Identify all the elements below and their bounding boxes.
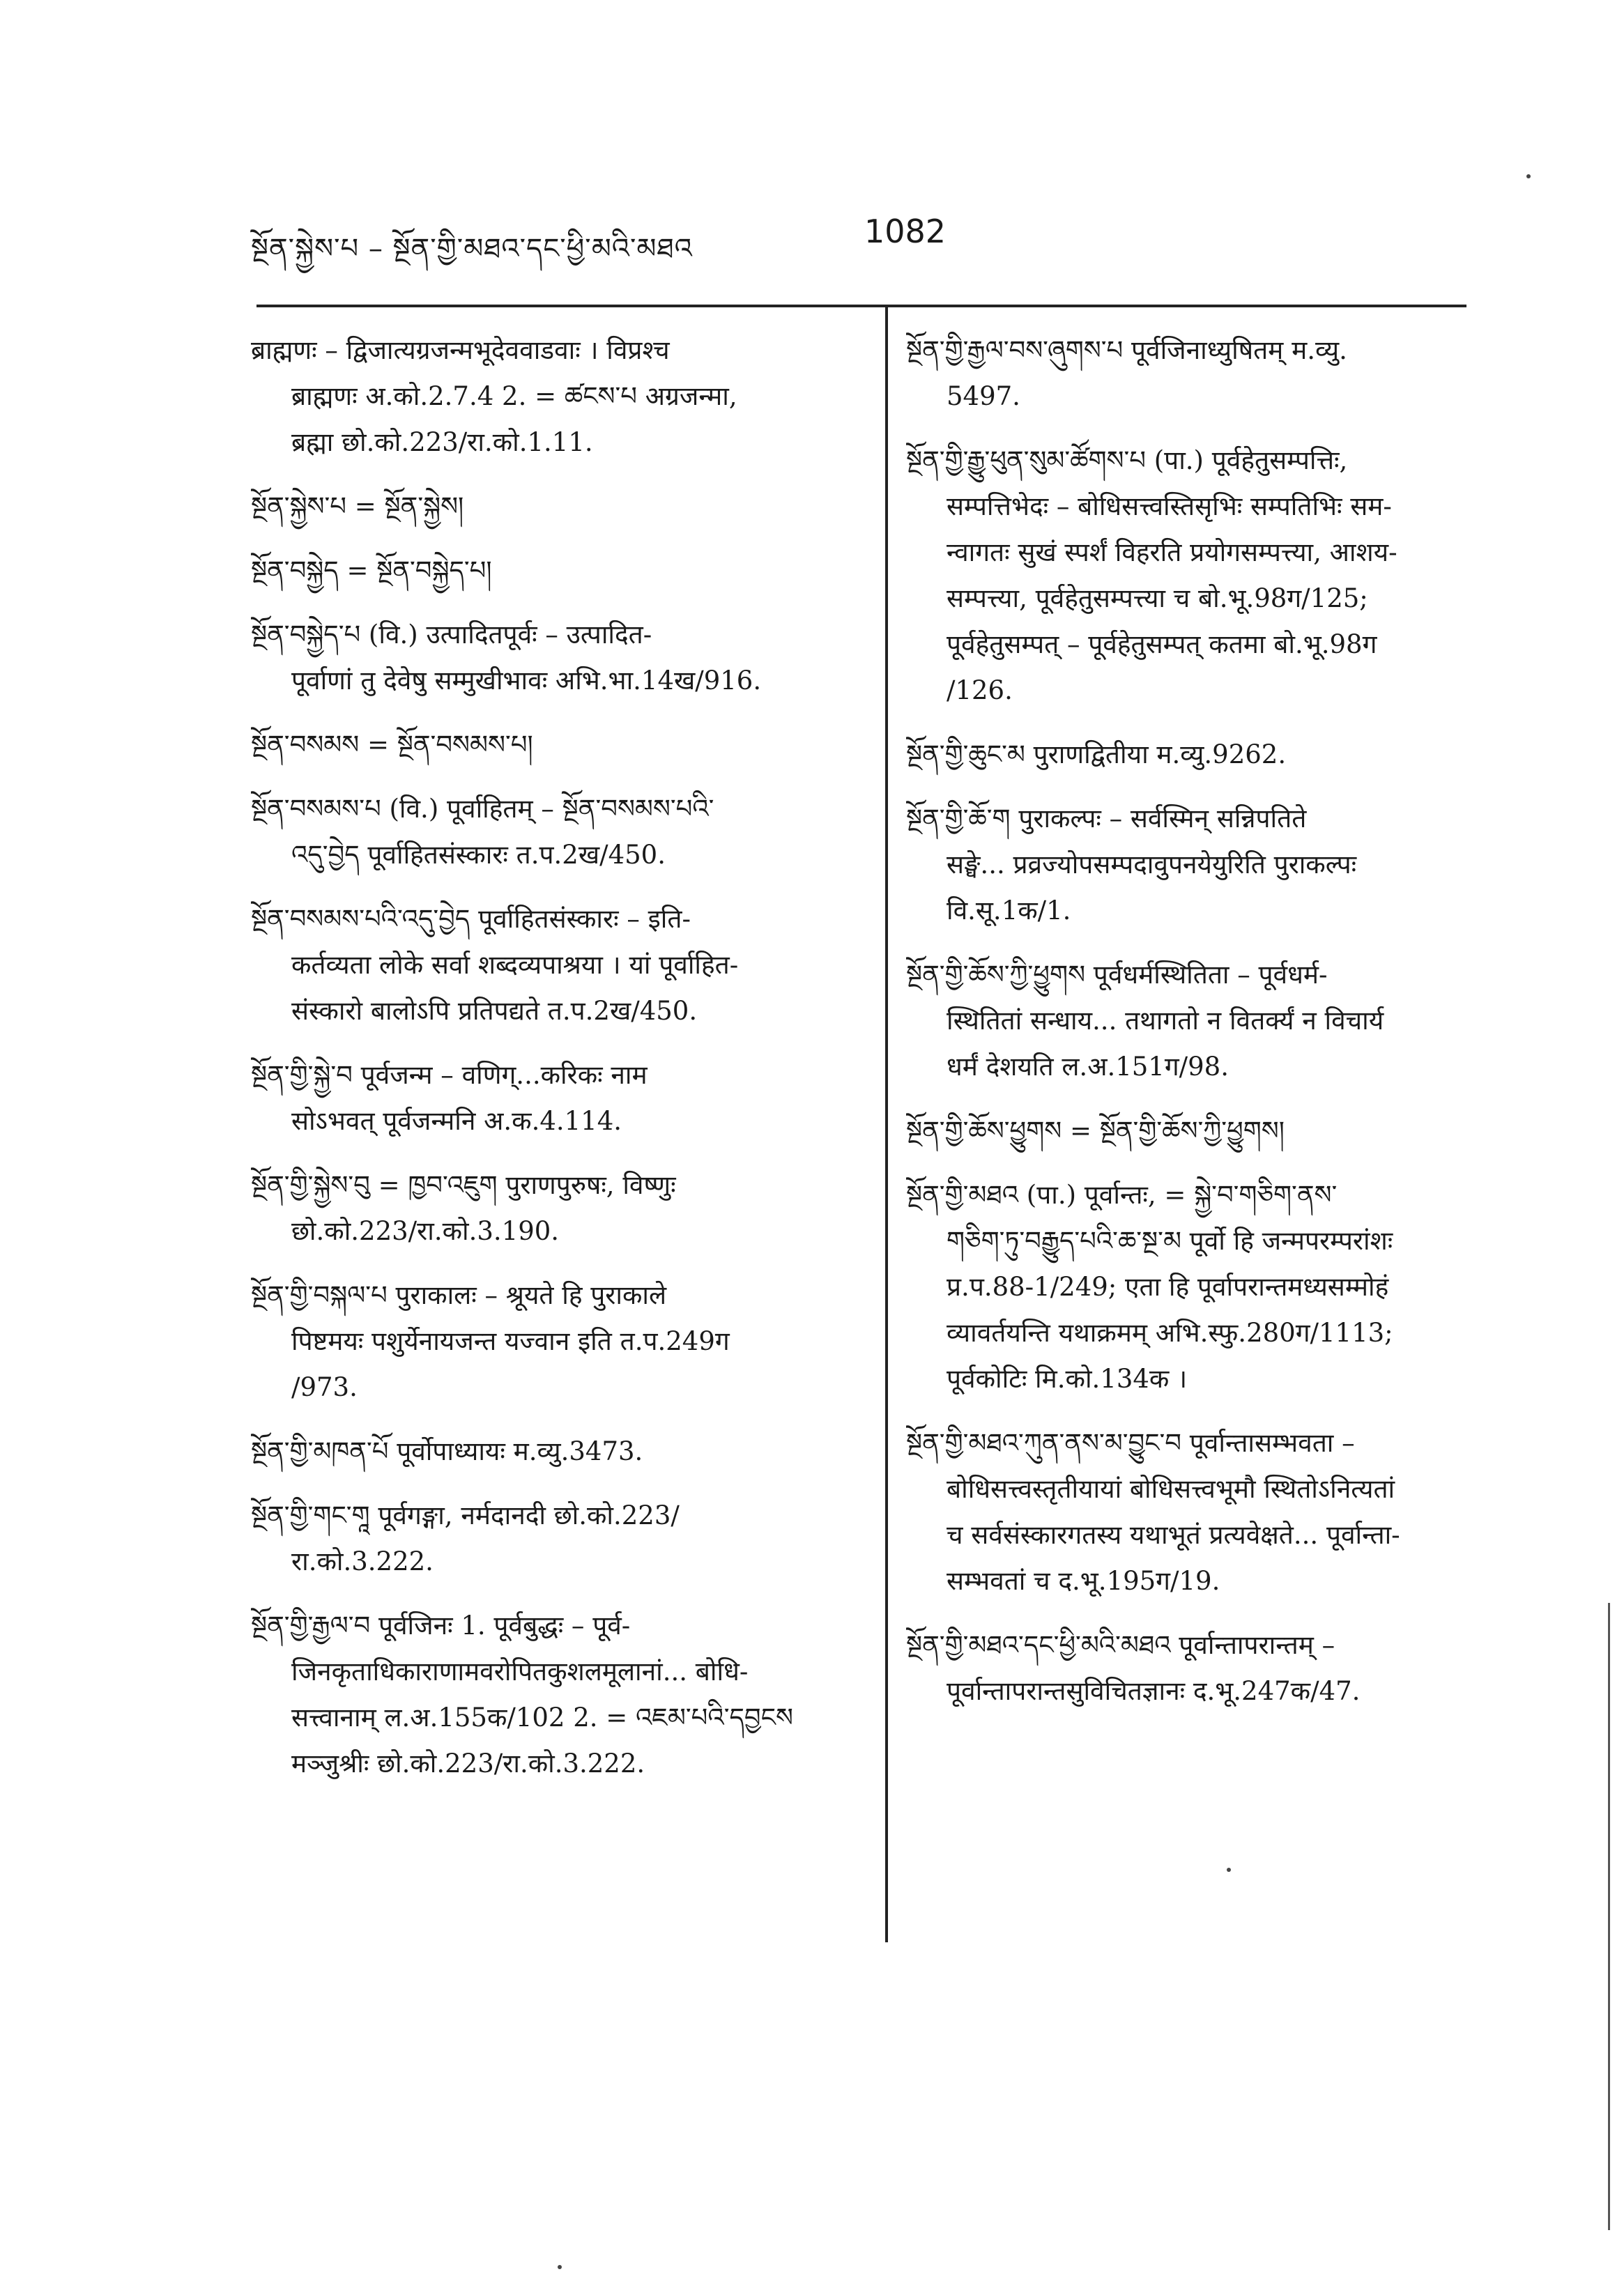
entry-headword-line: སྔོན་གྱི་མཐའ (पा.) पूर्वान्तः, = སྐྱེ་བ་གཅིག་ནས་ — [906, 1180, 1338, 1210]
entry-continuation-line: सम्पत्त्या, पूर्वहेतुसम्पत्त्या च बो.भू.98ग/125; — [947, 583, 1368, 613]
scan-speck — [1526, 174, 1531, 178]
dictionary-entry — [251, 786, 864, 878]
entry-continuation-line: छो.को.223/रा.को.3.190. — [291, 1216, 560, 1246]
entry-headword-line: སྔོན་གྱི་ཆོས་ཀྱི་ཕྱུགས पूर्वधर्मस्थितिता – पूर्वधर्म- — [906, 960, 1328, 990]
header-rule — [256, 305, 1466, 307]
dictionary-entry — [251, 1603, 864, 1787]
page-number: 1082 — [864, 213, 947, 250]
entry-headword-line: སྔོན་གྱི་རྒྱལ་བ पूर्वजिनः 1. पूर्वबुद्धः – पूर्व- — [251, 1611, 631, 1641]
running-head: སྔོན་སྐྱེས་པ – སྔོན་གྱི་མཐའ་དང་ཕྱི་མའི་མཐའ — [251, 233, 693, 265]
entry-continuation-line: सत्त्वानाम् ल.अ.155क/102 2. = འཇམ་པའི་དབྱངས — [291, 1703, 793, 1733]
entry-continuation-line: /126. — [947, 675, 1013, 705]
dictionary-entry — [251, 1052, 864, 1144]
entry-continuation-line: འདུ་བྱེད पूर्वाहितसंस्कारः त.प.2ख/450. — [291, 840, 666, 870]
dictionary-entry — [906, 1172, 1478, 1402]
dictionary-entry — [906, 796, 1478, 934]
dictionary-entry — [251, 612, 864, 704]
entry-continuation-line: धर्मं देशयति ल.अ.151ग/98. — [947, 1052, 1229, 1082]
entry-headword-line: སྔོན་གྱི་ཆོ་ག पुराकल्पः – सर्वस्मिन् सन्निपतिते — [906, 804, 1307, 834]
entry-continuation-line: सम्पत्तिभेदः – बोधिसत्त्वस्तिसृभिः सम्पतिभिः सम- — [947, 491, 1392, 521]
entry-headword-line: སྔོན་བསྐྱེད་པ (वि.) उत्पादितपूर्वः – उत्पादित- — [251, 620, 652, 650]
entry-continuation-line: प्र.प.88-1/249; एता हि पूर्वापरान्तमध्यसम्मोहं — [947, 1272, 1389, 1302]
entry-headword-line: སྔོན་གྱི་གང་གཱ पूर्वगङ्गा, नर्मदानदी छो.को.223/ — [251, 1500, 680, 1530]
entry-continuation-line: पिष्टमयः पशुर्येनायजन्त यज्वान इति त.प.249ग — [291, 1326, 730, 1356]
entry-continuation-line: मञ्जुश्रीः छो.को.223/रा.को.3.222. — [291, 1749, 645, 1779]
entry-continuation-line: सङ्घे... प्रव्रज्योपसम्पदावुपनयेयुरिति पुराकल्पः — [947, 850, 1357, 880]
entry-headword-line: སྔོན་གྱི་སྐྱེས་བུ = ཁྱབ་འཇུག पुराणपुरुषः, विष्णुः — [251, 1170, 676, 1200]
entry-continuation-line: /973. — [291, 1372, 358, 1402]
dictionary-entry — [251, 1429, 864, 1475]
entry-continuation-line: कर्तव्यता लोके सर्वा शब्दव्यपाश्रया । यां पूर्वाहित- — [291, 950, 739, 980]
entry-continuation-line: पूर्वाणां तु देवेषु सम्मुखीभावः अभि.भा.14ख/916. — [291, 666, 762, 696]
entry-headword-line: སྔོན་གྱི་བསྐལ་པ पुराकालः – श्रूयते हि पुराकाले — [251, 1280, 667, 1310]
entry-continuation-line: 5497. — [947, 381, 1020, 411]
entry-continuation-line: रा.को.3.222. — [291, 1546, 434, 1576]
column-divider — [885, 305, 888, 1942]
dictionary-entry — [906, 732, 1478, 778]
entry-headword-line: སྔོན་སྐྱེས་པ = སྔོན་སྐྱེས། — [251, 491, 464, 521]
page-header — [251, 213, 1464, 265]
left-column — [251, 328, 864, 1805]
scan-speck — [1227, 1868, 1231, 1872]
dictionary-entry — [906, 952, 1478, 1090]
entry-continuation-line: न्वागतः सुखं स्पर्शं विहरति प्रयोगसम्पत्त्या, आशय- — [947, 537, 1397, 567]
right-column — [906, 328, 1478, 1733]
entry-continuation-line: གཅིག་ཏུ་བརྒྱུད་པའི་ཆ་སྔ་མ पूर्वो हि जन्मपरम्परांशः — [947, 1226, 1393, 1256]
entry-continuation-line: जिनकृताधिकाराणामवरोपितकुशलमूलानां... बोधि- — [291, 1657, 749, 1687]
dictionary-entry — [251, 722, 864, 768]
dictionary-entry — [906, 1420, 1478, 1604]
entry-continuation-line: स्थितितां सन्धाय... तथागतो न वितर्क्यं न विचार्य — [947, 1006, 1384, 1036]
entry-headword-line: སྔོན་གྱི་མཁན་པོ पूर्वोपाध्यायः म.व्यु.3473. — [251, 1436, 643, 1466]
dictionary-entry — [251, 1493, 864, 1585]
dictionary-entry — [251, 484, 864, 530]
entry-continuation-line: वि.सू.1क/1. — [947, 896, 1071, 926]
entry-continuation-line: ब्राह्मणः अ.को.2.7.4 2. = ཚངས་པ अग्रजन्मा, — [291, 381, 737, 411]
entry-continuation-line: च सर्वसंस्कारगतस्य यथाभूतं प्रत्यवेक्षते... पूर्वान्ता- — [947, 1520, 1400, 1550]
entry-continuation-line: ब्रह्मा छो.को.223/रा.को.1.11. — [291, 427, 593, 457]
dictionary-entry — [251, 1273, 864, 1411]
entry-continuation-line: संस्कारो बालोऽपि प्रतिपद्यते त.प.2ख/450. — [291, 996, 698, 1026]
dictionary-entry — [251, 548, 864, 594]
entry-headword-line: སྔོན་བསམས = སྔོན་བསམས་པ། — [251, 730, 533, 760]
entry-continuation-line: बोधिसत्त्वस्तृतीयायां बोधिसत्त्वभूमौ स्थितोऽनित्यतां — [947, 1474, 1395, 1504]
entry-continuation-line: पूर्वान्तापरान्तसुविचितज्ञानः द.भू.247क/47. — [947, 1676, 1361, 1706]
dictionary-entry — [906, 438, 1478, 714]
entry-continuation-line: सोऽभवत् पूर्वजन्मनि अ.क.4.114. — [291, 1106, 622, 1136]
dictionary-entry — [906, 1622, 1478, 1714]
dictionary-entry — [251, 896, 864, 1034]
entry-headword-line: ब्राह्मणः – द्विजात्यग्रजन्मभूदेववाडवाः । विप्रश्च — [251, 335, 670, 365]
entry-continuation-line: पूर्वहेतुसम्पत् – पूर्वहेतुसम्पत् कतमा बो.भू.98ग — [947, 629, 1377, 659]
entry-headword-line: སྔོན་གྱི་ཆོས་ཕྱུགས = སྔོན་གྱི་ཆོས་ཀྱི་ཕྱུགས། — [906, 1116, 1285, 1146]
dictionary-entry — [906, 1108, 1478, 1154]
entry-headword-line: སྔོན་གྱི་སྐྱེ་བ पूर्वजन्म – वणिग्...करिकः नाम — [251, 1060, 648, 1090]
scan-edge-mark — [1608, 1603, 1610, 2230]
dictionary-entry — [906, 328, 1478, 420]
entry-headword-line: སྔོན་བསམས་པ (वि.) पूर्वाहितम् – སྔོན་བསམས་པའི་ — [251, 794, 714, 824]
entry-headword-line: སྔོན་གྱི་མཐའ་དང་ཕྱི་མའི་མཐའ पूर्वान्तापरान्तम् – — [906, 1630, 1335, 1660]
entry-headword-line: སྔོན་གྱི་རྒྱུ་ཕུན་སུམ་ཚོགས་པ (पा.) पूर्वहेतुसम्पत्तिः, — [906, 445, 1348, 475]
entry-headword-line: སྔོན་བསྐྱེད = སྔོན་བསྐྱེད་པ། — [251, 555, 492, 585]
entry-continuation-line: पूर्वकोटिः मि.को.134क । — [947, 1364, 1188, 1394]
entry-headword-line: སྔོན་གྱི་མཐའ་ཀུན་ནས་མ་བྱུང་བ पूर्वान्तासम्भवता – — [906, 1428, 1355, 1458]
entry-headword-line: སྔོན་གྱི་རྒྱལ་བས་ཞུགས་པ पूर्वजिनाध्युषितम् म.व्यु. — [906, 335, 1347, 365]
dictionary-entry — [251, 328, 864, 466]
scan-speck — [558, 2265, 562, 2269]
entry-continuation-line: सम्भवतां च द.भू.195ग/19. — [947, 1566, 1220, 1596]
entry-headword-line: སྔོན་གྱི་ཆུང་མ पुराणद्वितीया म.व्यु.9262. — [906, 739, 1287, 769]
entry-continuation-line: व्यावर्तयन्ति यथाक्रमम् अभि.स्फु.280ग/1113; — [947, 1318, 1393, 1348]
dictionary-entry — [251, 1162, 864, 1254]
entry-headword-line: སྔོན་བསམས་པའི་འདུ་བྱེད पूर्वाहितसंस्कारः – इति- — [251, 904, 691, 934]
